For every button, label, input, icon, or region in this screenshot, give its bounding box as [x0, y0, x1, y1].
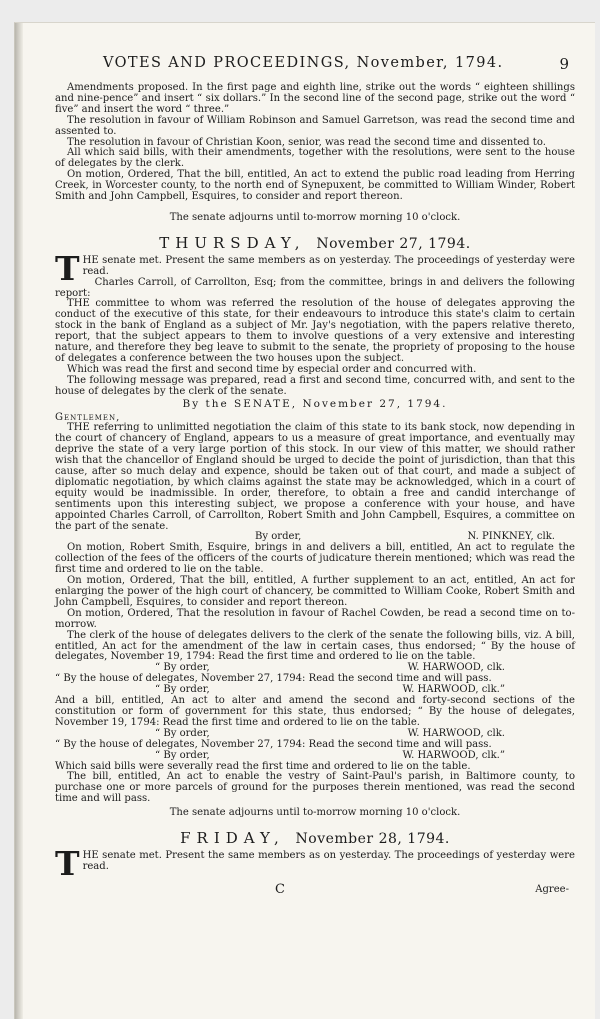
binding-gutter	[15, 23, 23, 1019]
paragraph: THE referring to unlimitted negotiation the claim of this state to its bank stock, now depending in the court of chancery of England, appears to us a measure of great importance, and eventually may deprive the state of a very large portion of this stock. In our view of this matter, we should rather wish that the chancellor of England should be urged to decide the point of jurisdiction, than that this cause, after so much delay and expence, should be taken out of that court, and made a subject of diplomatic negotiation, by which claims against the state may be acknowledged, which in a court of equity would be inadmissible. In order, therefore, to obtain a free and candid interchange of sentiments upon this interesting subject, we propose a conference with your house, and have appointed Charles Carroll, of Carrollton, Robert Smith and John Campbell, Esquires, a committee on the part of the senate.	[55, 422, 575, 532]
adjournment-line: The senate adjourns until to-morrow morning 10 o'clock.	[169, 212, 461, 224]
signature-by: “ By order,	[155, 727, 210, 739]
section-heading-friday	[55, 829, 575, 848]
adjournment-line: The senate adjourns until to-morrow morning 10 o'clock.	[169, 807, 461, 819]
paragraph-text: HE senate met. Present the same members as on yesterday. The proceedings of yesterday were read.	[82, 849, 575, 872]
paragraph: Which said bills were severally read the first time and ordered to lie on the table.	[55, 760, 471, 772]
signature-by: “ By order,	[155, 684, 210, 696]
signature-by: By order,	[255, 531, 302, 543]
paragraph: Which was read the first and second time by especial order and concurred with.	[67, 363, 477, 375]
page-header	[55, 55, 575, 77]
heading-date: November 27, 1794.	[316, 235, 471, 252]
running-title: VOTES AND PROCEEDINGS, November, 1794.	[103, 55, 504, 71]
signature-name: W. HARWOOD, clk.”	[402, 749, 505, 761]
paragraph	[55, 843, 575, 883]
signature-harwood	[55, 751, 575, 762]
signature-name: W. HARWOOD, clk.”	[402, 684, 505, 696]
page-number: 9	[559, 55, 569, 73]
heading-day: THURSDAY,	[159, 233, 306, 252]
paragraph: Amendments proposed. In the first page and eighth line, strike out the words “ eighteen shillings and nine-pence” and insert “ six dollars.” In the second line of the second page, strike out the word “ five” and insert the word “ three.”	[55, 82, 575, 115]
endorsement-line: “ By the house of delegates, November 27, 1794: Read the second time and will pass.	[55, 738, 492, 750]
salutation: Gentlemen,	[55, 411, 121, 423]
heading-date: November 28, 1794.	[295, 831, 450, 848]
document-page	[14, 22, 595, 1019]
page-body	[55, 83, 575, 896]
paragraph: On motion, Ordered, That the resolution in favour of Rachel Cowden, be read a second time on to-morrow.	[55, 607, 575, 630]
page-footer	[55, 881, 575, 897]
paragraph: On motion, Ordered, That the bill, entitled, An act to extend the public road leading from Herring Creek, in Worcester county, to the north end of Synepuxent, be committed to William Winder, Robert Smith and John Campbell, Esquires, to consider and report thereon.	[55, 169, 575, 203]
signature-by: “ By order,	[155, 749, 210, 761]
section-heading-thursday	[55, 233, 575, 252]
drop-cap: T	[55, 843, 80, 883]
paragraph: The bill, entitled, An act to enable the vestry of Saint-Paul's parish, in Baltimore county, to purchase one or more parcels of ground for the purposes therein mentioned, was read the second time and will pass.	[55, 771, 575, 805]
paragraph: And a bill, entitled, An act to alter and amend the second and forty-second sections of the constitution or form of government for this state, thus endorsed; “ By the house of delegates, November 19, 1794: Read the first time and ordered to lie on the table.	[55, 695, 575, 728]
endorsement-line: “ By the house of delegates, November 27, 1794: Read the second time and will pass.	[55, 673, 492, 685]
paragraph: Charles Carroll, of Carrollton, Esq; from the committee, brings in and delivers the following report:	[55, 276, 575, 299]
drop-cap: T	[55, 248, 80, 288]
paragraph: THE committee to whom was referred the resolution of the house of delegates approving the conduct of the executive of this state, for their endeavours to introduce this state's claim to certain stock in the bank of England as a subject of Mr. Jay's negotiation, with the papers relative thereto, report, that the subject appears to them to involve questions of a very extensive and interesting nature, and therefore they beg leave to submit to the senate, the propriety of proposing to the house of delegates a conference between the two houses upon the subject.	[55, 298, 575, 364]
paragraph: On motion, Ordered, That the bill, entitled, A further supplement to an act, entitled, An act for enlarging the power of the high court of chancery, be committed to William Cooke, Robert Smith and John Campbell, Esquires, to consider and report thereon.	[55, 575, 575, 608]
signature-name: N. PINKNEY, clk.	[467, 531, 555, 543]
senate-byline: By the SENATE, November 27, 1794.	[182, 397, 448, 410]
signature-mark: C	[275, 881, 285, 897]
paragraph: The following message was prepared, read a first and second time, concurred with, and sent to the house of delegates by the clerk of the senate.	[55, 374, 575, 397]
signature-name: W. HARWOOD, clk.	[407, 727, 505, 739]
signature-by: “ By order,	[155, 662, 210, 674]
paragraph: The clerk of the house of delegates delivers to the clerk of the senate the following bills, viz. A bill, entitled, An act for the amendment of the law in certain cases, thus endorsed; “ By the house of delegates, November 19, 1794: Read the first time and ordered to lie on the table.	[55, 629, 575, 663]
paragraph: On motion, Robert Smith, Esquire, brings in and delivers a bill, entitled, An act to regulate the collection of the fees of the officers of the courts of judicature therein mentioned; which was read the first time and ordered to lie on the table.	[55, 542, 575, 576]
signature-name: W. HARWOOD, clk.	[407, 662, 505, 674]
heading-day: FRIDAY,	[180, 829, 285, 848]
paragraph: All which said bills, with their amendments, together with the resolutions, were sent to the house of delegates by the clerk.	[55, 147, 575, 170]
paragraph: The resolution in favour of William Robinson and Samuel Garretson, was read the second time and assented to.	[55, 114, 575, 137]
paragraph-text: HE senate met. Present the same members as on yesterday. The proceedings of yesterday were read.	[82, 254, 575, 277]
paragraph: The resolution in favour of Christian Koon, senior, was read the second time and dissented to.	[67, 136, 546, 148]
catchword: Agree-	[535, 883, 569, 895]
